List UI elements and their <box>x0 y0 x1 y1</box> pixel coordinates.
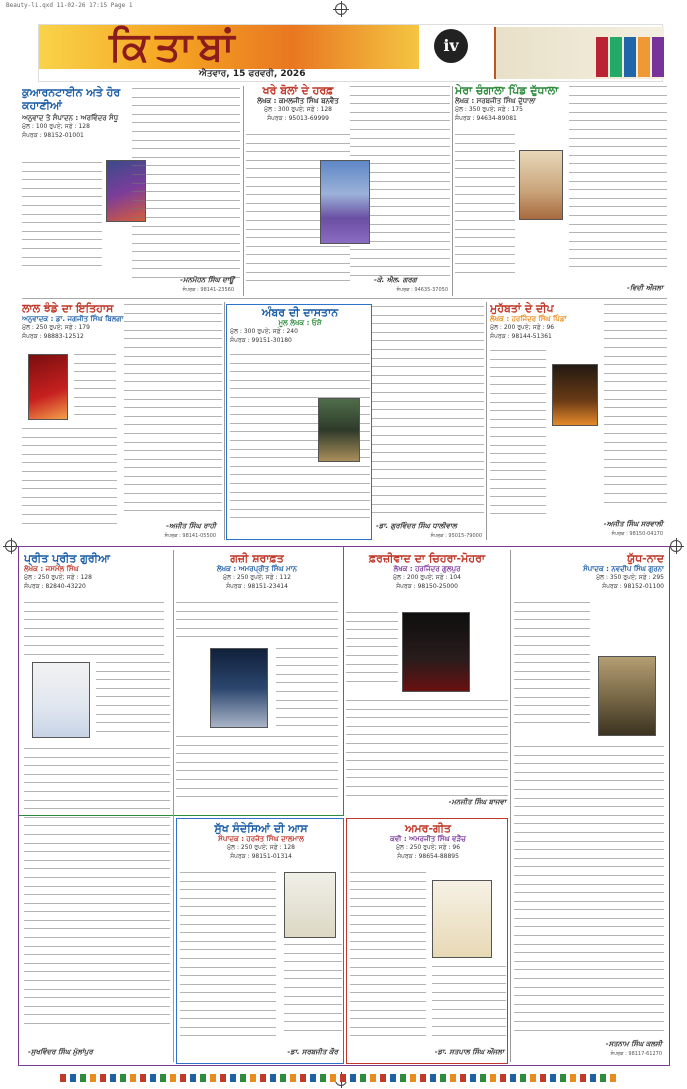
article-byline: ਅਨੁਵਾਦ ਤੇ ਸੰਪਾਦਨ : ਅਰਵਿੰਦਰ ਸੰਧੂ <box>22 114 119 122</box>
article-contact: ਸੰਪਰਕ : 98152-01001 <box>22 131 84 139</box>
article-byline: ਅਨੁਵਾਦਕ : ਡਾ. ਜਗਜੀਤ ਸਿੰਘ ਬਿਲਗਾ <box>22 315 124 323</box>
article-title: ਫ਼ਰਜ਼ੀਵਾਦ ਦਾ ਚਿਹਰਾ-ਮੋਹਰਾ <box>368 552 486 565</box>
registration-mark-icon <box>335 3 347 15</box>
article-signoff: -ਕੇ. ਐਲ. ਗਰਗ <box>374 276 417 284</box>
article-byline: ਲੇਖਕ : ਸਰਬਜੀਤ ਸਿੰਘ ਦੁੱਧਾਲਾ <box>455 97 536 105</box>
article-signoff: -ਸੁਖਵਿੰਦਰ ਸਿੰਘ ਮੁੱਲਾਂਪੁਰ <box>28 1048 93 1056</box>
article-price: ਮੁੱਲ : 300 ਰੁਪਏ; ਸਫ਼ੇ : 128 <box>264 106 332 113</box>
article-amar-geet <box>350 822 506 1062</box>
masthead <box>38 24 663 82</box>
article-title: ਅੰਬਰ ਦੀ ਦਾਸਤਾਨ <box>261 306 339 319</box>
article-price: ਮੁੱਲ : 200 ਰੁਪਏ; ਸਫ਼ੇ : 104 <box>393 574 461 581</box>
article-code: ਸੰਪਰਕ : 98117-61270 <box>610 1051 662 1057</box>
article-code: ਸੰਪਰਕ : 98141-23560 <box>182 287 234 293</box>
article-byline: ਲੇਖਕ : ਕਮਲਜੀਤ ਸਿੰਘ ਬਨਵੈਤ <box>257 97 339 105</box>
article-title: ਮੇਰਾ ਚੰਗਾਲਾ ਪਿੰਡ ਦੁੱਧਾਲਾ <box>455 84 559 97</box>
book-cover-image <box>598 656 656 736</box>
article-price: ਮੁੱਲ : 300 ਰੁਪਏ; ਸਫ਼ੇ : 240 <box>230 328 298 335</box>
book-cover-image <box>210 648 268 728</box>
article-price: ਮੁੱਲ : 350 ਰੁਪਏ; ਸਫ਼ੇ : 175 <box>455 106 523 113</box>
article-title: ਯੁੱਧ-ਨਾਦ <box>627 552 664 565</box>
article-contact: ਸੰਪਰਕ : 99151-30180 <box>230 336 292 344</box>
article-byline: ਸੰਪਾਦਕ : ਹਰਜੋਤ ਸਿੰਘ ਦਾਲਮਾਲ <box>218 835 304 843</box>
article-code: ਸੰਪਰਕ : 98150-04170 <box>611 531 663 537</box>
page-marker-badge: iv <box>434 29 468 63</box>
books-illustration <box>494 27 664 79</box>
article-price: ਮੁੱਲ : 250 ਰੁਪਏ; ਸਫ਼ੇ : 128 <box>227 844 295 851</box>
article-price: ਮੁੱਲ : 250 ਰੁਪਏ; ਸਫ਼ੇ : 112 <box>223 574 291 581</box>
article-signoff: -ਅਜੀਤ ਸਿੰਘ ਰਾਹੀ <box>166 522 216 530</box>
article-code: ਸੰਪਰਕ : 94635-37050 <box>396 287 448 293</box>
article-contact: ਸੰਪਰਕ : 98150-25000 <box>396 582 458 590</box>
color-bar <box>60 1074 620 1082</box>
article-title: ਕੁਆਰਨਟਾਈਨ ਅਤੇ ਹੋਰ ਕਹਾਣੀਆਂ <box>22 86 121 112</box>
book-cover-image <box>402 612 470 692</box>
print-slug: Beauty-li.qxd 11-02-26 17:15 Page 1 <box>6 2 133 9</box>
article-price: ਮੁੱਲ : 350 ਰੁਪਏ; ਸਫ਼ੇ : 295 <box>596 574 664 581</box>
article-byline: ਲੇਖਕ : ਜਸਮੇਲ ਸਿੰਘ <box>24 565 79 573</box>
article-title: ਮੁਹੱਬਤਾਂ ਦੇ ਦੀਪ <box>490 302 554 315</box>
article-signoff: -ਅਜੀਤ ਸਿੰਘ ਸਰਵਾਲੀ <box>603 520 663 528</box>
article-price: ਮੁੱਲ : 100 ਰੁਪਏ; ਸਫ਼ੇ : 128 <box>22 123 90 130</box>
article-contact: ਸੰਪਰਕ : 94634-89081 <box>455 114 517 122</box>
article-signoff: -ਡਾ. ਗੁਰਵਿੰਦਰ ਸਿੰਘ ਧਾਲੀਵਾਲ <box>376 522 457 530</box>
book-cover-image <box>519 150 563 220</box>
article-lal-jhande <box>22 302 222 540</box>
book-cover-image <box>432 880 492 958</box>
book-cover-image <box>32 662 90 738</box>
article-title: ਗਜ਼ੀ ਸ਼ਰਾਫ਼ਤ <box>230 552 284 565</box>
article-signoff: -ਡਾ. ਸਤਪਾਲ ਸਿੰਘ ਔਜਲਾ <box>434 1048 504 1056</box>
article-price: ਮੁੱਲ : 200 ਰੁਪਏ; ਸਫ਼ੇ : 96 <box>490 324 555 331</box>
article-byline: ਮੂਲ ਲੇਖਕ : ਓਸ਼ੋ <box>278 319 322 327</box>
article-quarantine <box>22 86 240 296</box>
article-contact: ਸੰਪਰਕ : 98654-88895 <box>397 852 459 860</box>
article-preet-guria <box>24 552 170 1062</box>
article-mera-pind <box>455 84 667 296</box>
article-title: ਪ੍ਰੀਤ ਪ੍ਰੀਤ ਗੁਰੀਆ <box>24 552 110 565</box>
article-muhabbatan <box>490 302 667 540</box>
article-farzivad <box>346 552 508 812</box>
book-cover-image <box>284 872 336 938</box>
article-price: ਮੁੱਲ : 250 ਰੁਪਏ; ਸਫ਼ੇ : 179 <box>22 324 90 331</box>
article-contact: ਸੰਪਰਕ : 95013-69999 <box>267 114 329 122</box>
article-sukh-sandesian <box>180 822 342 1062</box>
section-title: ਕਿਤਾਬਾਂ <box>109 23 241 70</box>
article-title: ਲਾਲ ਝੰਡੇ ਦਾ ਇਤਿਹਾਸ <box>22 302 114 315</box>
article-contact: ਸੰਪਰਕ : 98151-01314 <box>230 852 292 860</box>
article-price: ਮੁੱਲ : 250 ਰੁਪਏ; ਸਫ਼ੇ : 96 <box>395 844 461 851</box>
book-cover-image <box>28 354 68 420</box>
article-signoff: -ਸਤਨਾਮ ਸਿੰਘ ਕਲਸੀ <box>605 1040 662 1048</box>
article-byline: ਲੇਖਕ : ਅਮਰਪ੍ਰੀਤ ਸਿੰਘ ਮਾਨ <box>216 565 297 573</box>
book-cover-image <box>552 364 598 426</box>
article-contact: ਸੰਪਰਕ : 98152-01100 <box>602 582 664 590</box>
book-cover-image <box>318 398 360 462</box>
article-title: ਖਰੇ ਬੋਲਾਂ ਦੇ ਹਰਫ਼ <box>262 84 334 97</box>
date-line: ਐਤਵਾਰ, 15 ਫਰਵਰੀ, 2026 <box>199 69 306 79</box>
article-gazi-sharafat <box>176 552 338 812</box>
article-byline: ਕਵੀ : ਅਮਰਜੀਤ ਸਿੰਘ ਵੜੈਚ <box>390 835 466 843</box>
article-contact: ਸੰਪਰਕ : 98151-23414 <box>226 582 288 590</box>
article-byline: ਲੇਖਕ : ਹਰਜਿੰਦਰ ਗੁਲਪੁਰ <box>393 565 461 573</box>
book-cover-image <box>320 160 370 244</box>
article-ambar-col2 <box>372 304 484 540</box>
article-yudh-nad <box>514 552 664 1062</box>
article-price: ਮੁੱਲ : 250 ਰੁਪਏ; ਸਫ਼ੇ : 128 <box>24 574 92 581</box>
article-code: ਸੰਪਰਕ : 95015-79000 <box>430 533 482 539</box>
article-contact: ਸੰਪਰਕ : 82840-43220 <box>24 582 86 590</box>
registration-mark-icon <box>5 540 17 552</box>
article-signoff: -ਮਨਜੀਤ ਸਿੰਘ ਬਾਜਵਾ <box>448 798 506 806</box>
article-title: ਸੁੱਖ ਸੰਦੇਸਿਆਂ ਦੀ ਆਸ <box>214 822 308 835</box>
article-signoff: -ਵਿਦੀ ਔਜਲਾ <box>626 284 663 292</box>
article-contact: ਸੰਪਰਕ : 98144-51361 <box>490 332 552 340</box>
article-signoff: -ਮਨਮੋਹਨ ਸਿੰਘ ਦਾਊਂ <box>180 276 234 284</box>
article-contact: ਸੰਪਰਕ : 98883-12512 <box>22 332 84 340</box>
registration-mark-icon <box>670 540 682 552</box>
article-byline: ਲੇਖਕ : ਹਰਜਿੰਦਰ ਸਿੰਘ ਪਿੰਡਾਂ <box>490 315 567 323</box>
article-title: ਅਮਰ-ਗੀਤ <box>404 822 452 835</box>
article-signoff: -ਡਾ. ਸਰਬਜੀਤ ਕੌਰ <box>287 1048 338 1056</box>
article-byline: ਸੰਪਾਦਕ : ਨਵਦੀਪ ਸਿੰਘ ਗੁਰਨਾ <box>583 565 664 573</box>
article-code: ਸੰਪਰਕ : 98141-05500 <box>164 533 216 539</box>
